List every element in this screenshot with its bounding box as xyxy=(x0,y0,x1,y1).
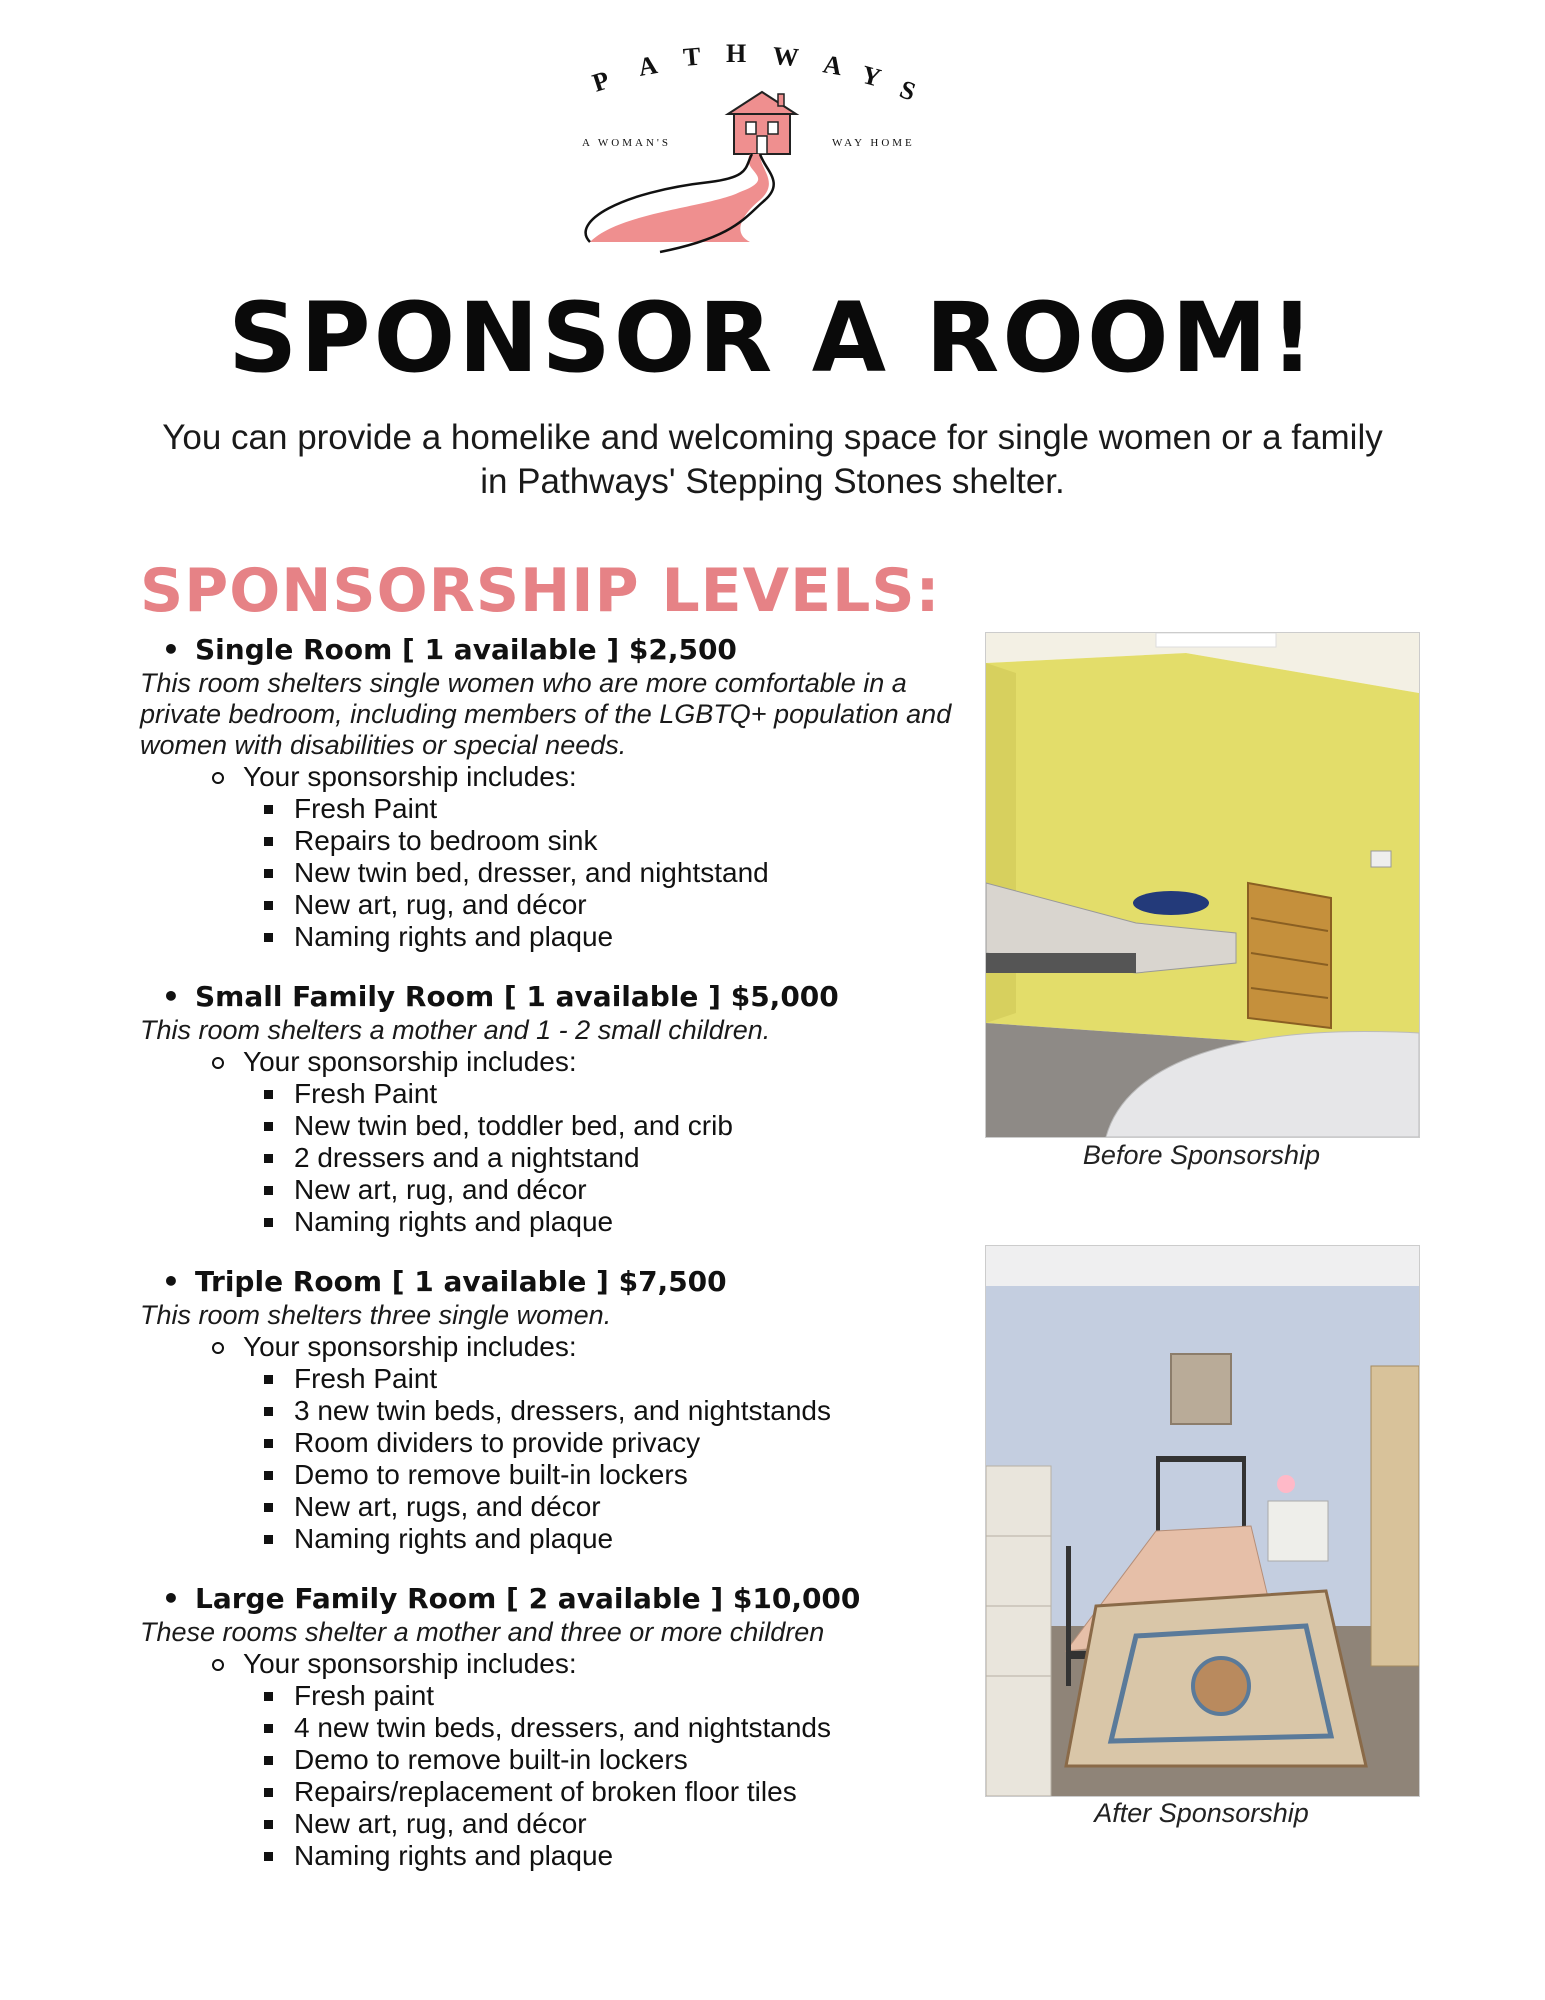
svg-text:P: P xyxy=(588,65,613,98)
sponsorship-level-single-room xyxy=(140,632,960,953)
page-title: SPONSOR A ROOM! xyxy=(228,282,1317,394)
included-items-list xyxy=(140,1680,960,1872)
level-description: These rooms shelter a mother and three or more children xyxy=(140,1617,825,1647)
before-sponsorship-photo xyxy=(985,632,1420,1138)
level-description: This room shelters three single women. xyxy=(140,1300,612,1330)
list-item: 3 new twin beds, dressers, and nightstands xyxy=(140,1395,960,1427)
level-title: • Small Family Room [ 1 available ] $5,000 xyxy=(140,979,960,1015)
sponsorship-level-triple-room xyxy=(140,1264,960,1555)
svg-text:A WOMAN'S: A WOMAN'S xyxy=(582,137,671,149)
before-room-illustration xyxy=(986,633,1419,1137)
list-item: New art, rug, and décor xyxy=(140,1808,960,1840)
list-item: New art, rugs, and décor xyxy=(140,1491,960,1523)
includes-label: Your sponsorship includes: xyxy=(140,761,960,793)
after-sponsorship-photo xyxy=(985,1245,1420,1797)
level-description: This room shelters a mother and 1 - 2 small children. xyxy=(140,1015,771,1045)
level-title: • Large Family Room [ 2 available ] $10,000 xyxy=(140,1581,960,1617)
list-item: Demo to remove built-in lockers xyxy=(140,1459,960,1491)
svg-text:S: S xyxy=(895,74,920,107)
includes-label: Your sponsorship includes: xyxy=(140,1331,960,1363)
svg-text:W: W xyxy=(771,42,800,73)
svg-text:T: T xyxy=(681,42,702,72)
pathways-logo-graphic xyxy=(560,42,960,272)
list-item: Demo to remove built-in lockers xyxy=(140,1744,960,1776)
list-item: Fresh Paint xyxy=(140,793,960,825)
sponsorship-level-small-family-room xyxy=(140,979,960,1238)
sponsorship-levels-list xyxy=(140,632,960,1898)
level-description: This room shelters single women who are more comfortable in a private bedroom, including members of the LGBTQ+ population and women with disabilities or special needs. xyxy=(140,668,952,760)
before-photo-caption: Before Sponsorship xyxy=(1082,1140,1321,1170)
list-item: New art, rug, and décor xyxy=(140,889,960,921)
list-item: New art, rug, and décor xyxy=(140,1174,960,1206)
list-item: Naming rights and plaque xyxy=(140,1206,960,1238)
included-items-list xyxy=(140,793,960,953)
level-title: • Triple Room [ 1 available ] $7,500 xyxy=(140,1264,960,1300)
included-items-list xyxy=(140,1363,960,1555)
level-title: • Single Room [ 1 available ] $2,500 xyxy=(140,632,960,668)
list-item: Repairs to bedroom sink xyxy=(140,825,960,857)
pathways-logo xyxy=(560,42,960,272)
svg-text:WAY HOME: WAY HOME xyxy=(832,137,915,149)
list-item: Naming rights and plaque xyxy=(140,1840,960,1872)
svg-text:H: H xyxy=(726,42,747,68)
includes-label: Your sponsorship includes: xyxy=(140,1648,960,1680)
intro-text: You can provide a homelike and welcoming space for single women or a family in Pathways' Stepping Stones shelter. xyxy=(162,418,1383,501)
list-item: Naming rights and plaque xyxy=(140,921,960,953)
includes-label: Your sponsorship includes: xyxy=(140,1046,960,1078)
list-item: Fresh Paint xyxy=(140,1363,960,1395)
list-item: Fresh paint xyxy=(140,1680,960,1712)
list-item: 2 dressers and a nightstand xyxy=(140,1142,960,1174)
after-room-illustration xyxy=(986,1246,1419,1796)
svg-text:A: A xyxy=(636,50,660,82)
list-item: Fresh Paint xyxy=(140,1078,960,1110)
sponsorship-level-large-family-room xyxy=(140,1581,960,1872)
svg-text:A: A xyxy=(820,49,845,82)
list-item: Naming rights and plaque xyxy=(140,1523,960,1555)
included-items-list xyxy=(140,1078,960,1238)
list-item: Repairs/replacement of broken floor tiles xyxy=(140,1776,960,1808)
after-photo-caption: After Sponsorship xyxy=(1094,1798,1309,1828)
sponsorship-levels-heading: SPONSORSHIP LEVELS: xyxy=(140,556,941,626)
list-item: 4 new twin beds, dressers, and nightstands xyxy=(140,1712,960,1744)
svg-text:Y: Y xyxy=(858,59,885,93)
list-item: New twin bed, toddler bed, and crib xyxy=(140,1110,960,1142)
list-item: Room dividers to provide privacy xyxy=(140,1427,960,1459)
list-item: New twin bed, dresser, and nightstand xyxy=(140,857,960,889)
